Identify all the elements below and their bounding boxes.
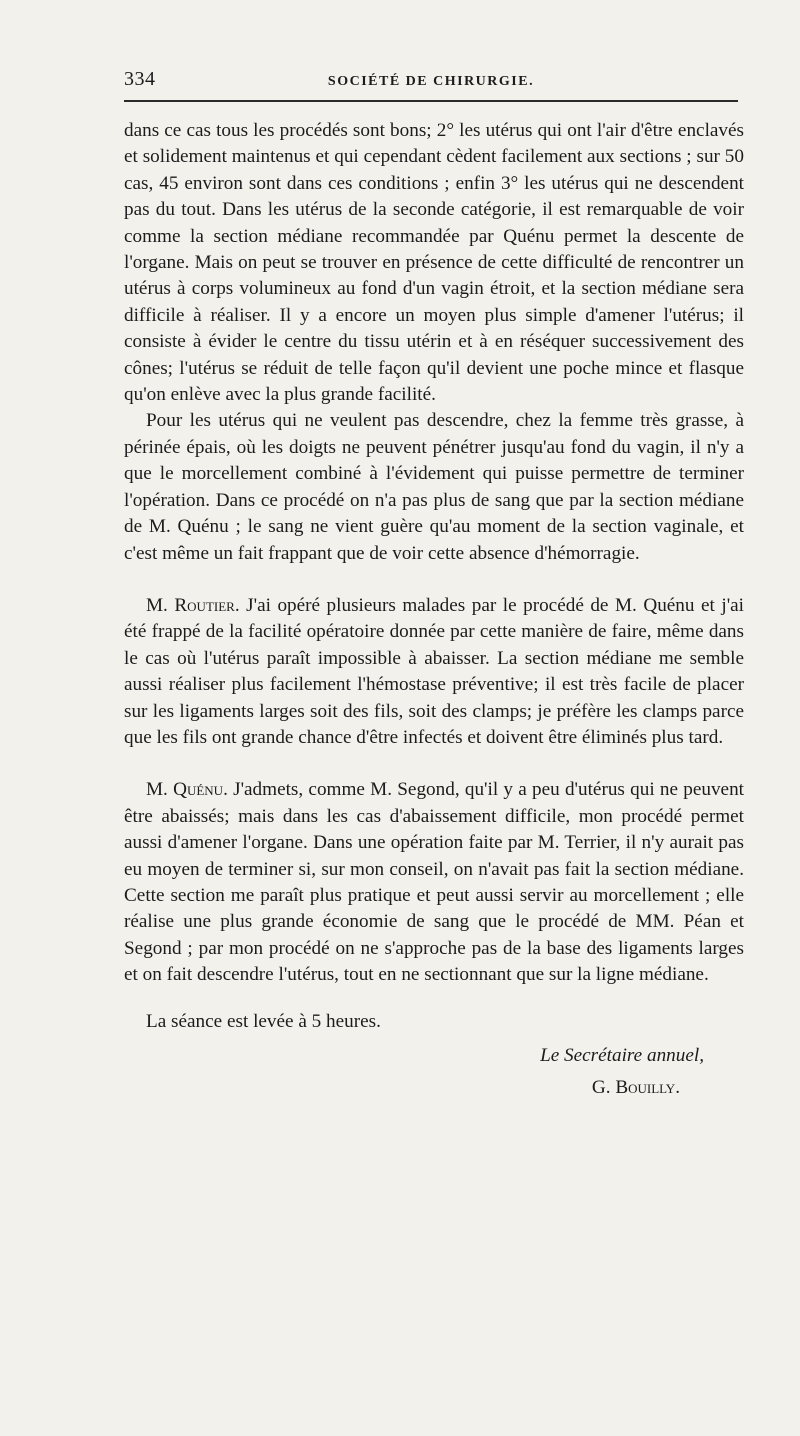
speech-paragraph: [124, 777, 744, 988]
paragraph: dans ce cas tous les procédés sont bons; 2° les utérus qui ont l'air d'être enclavés et solidement maintenus et qui cependant cèdent facilement aux sections ; sur 50 cas, 45 environ sont dans ces conditions ; enfin 3° les utérus qui ne descendent pas du tout. Dans les utérus de la seconde catégorie, il est remarquable de voir comme la section médiane recommandée par Quénu permet la descente de l'organe. Mais on peut se trouver en présence de cette difficulté de rencontrer un utérus à corps volumineux au fond d'un vagin étroit, et la section médiane sera difficile à réaliser. Il y a encore un moyen plus simple d'amener l'utérus; il consiste à évider le centre du tissu utérin et à en réséquer successivement des cônes; l'utérus se réduit de telle façon qu'il devient une poche mince et flasque qu'on enlève avec la plus grande facilité.: [124, 120, 744, 406]
speaker-name: Routier.: [174, 594, 240, 616]
page-header: [124, 62, 738, 98]
page-number: 334: [124, 68, 156, 90]
header-rule: [124, 100, 738, 102]
running-head: SOCIÉTÉ DE CHIRURGIE.: [327, 74, 535, 89]
signature-surname: Bouilly.: [615, 1077, 680, 1099]
speaker-prefix: M.: [146, 594, 175, 616]
signature-role: Le Secrétaire annuel,: [540, 1045, 704, 1066]
speaker-prefix: M.: [146, 779, 174, 801]
body-text: [124, 118, 744, 1102]
signature-initial: G.: [591, 1077, 616, 1099]
speech-text: J'admets, comme M. Segond, qu'il y a peu d'utérus qui ne peuvent être abaissés; mais dans les cas d'abaissement difficile, mon procédé permet aussi d'amener l'organe. Dans une opération faite par M. Terrier, il n'y aurait pas eu moyen de terminer si, sur mon conseil, on n'avait pas fait la section médiane. Cette section me paraît plus pratique et peut aussi servir au morcellement ; elle réalise une plus grande économie de sang que le procédé de MM. Péan et Segond ; par mon procédé on ne s'approche pas de la base des ligaments larges et on fait descendre l'utérus, tout en ne sectionnant que sur la ligne médiane.: [124, 779, 744, 986]
speaker-name: Quénu.: [173, 779, 228, 801]
closing-line: La séance est levée à 5 heures.: [146, 1010, 381, 1032]
speech-paragraph: [124, 593, 744, 751]
speech-text: J'ai opéré plusieurs malades par le procédé de M. Quénu et j'ai été frappé de la facilité opératoire donnée par cette manière de faire, même dans le cas où l'utérus paraît impossible à abaisser. La section médiane me semble aussi réaliser plus facilement l'hémostase préventive; il est très facile de placer sur les ligaments larges soit des fils, soit des clamps; je préfère les clamps parce que les fils ont grande chance d'être infectés et doivent être éliminés plus tard.: [124, 594, 744, 748]
paragraph: Pour les utérus qui ne veulent pas descendre, chez la femme très grasse, à périnée épais, où les doigts ne peuvent pénétrer jusqu'au fond du vagin, il n'y a que le morcellement combiné à l'évidement qui puisse permettre de terminer l'opération. Dans ce procédé on n'a pas plus de sang que par la section médiane de M. Quénu ; le sang ne vient guère qu'au moment de la section vaginale, et c'est même un fait frappant que de voir cette absence d'hémorragie.: [124, 410, 744, 564]
signature-name: [124, 1075, 744, 1101]
